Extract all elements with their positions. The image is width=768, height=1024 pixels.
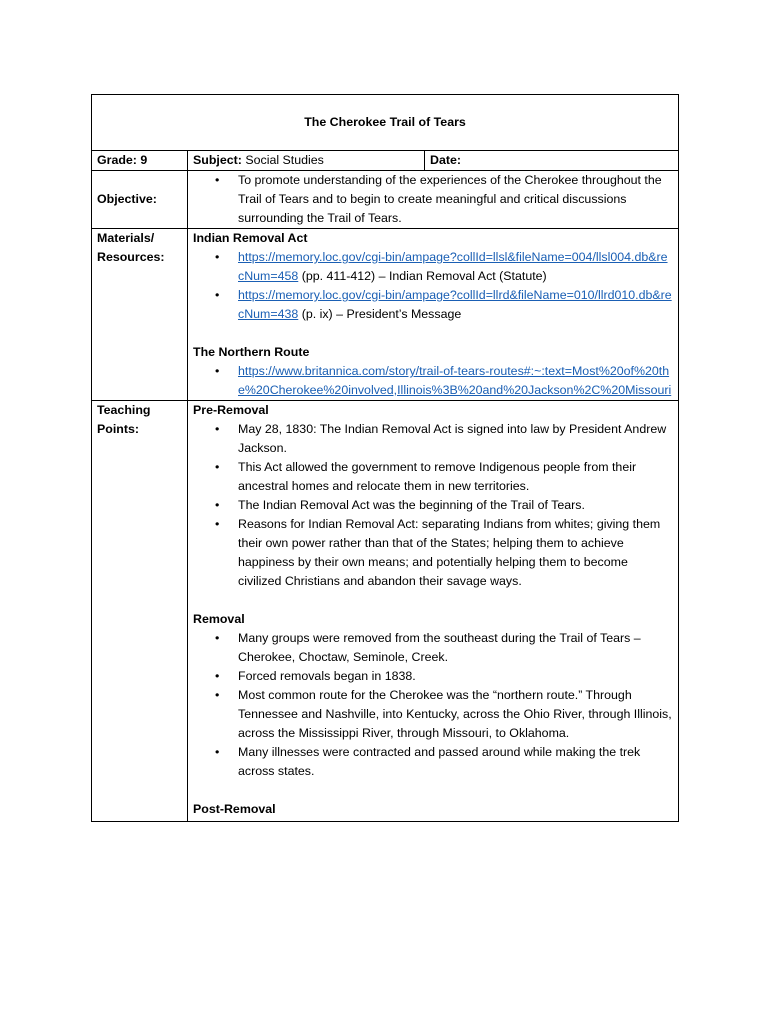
objective-item: • To promote understanding of the experiences of the Cherokee throughout the Trail of Tears and to begin to create meaningful and critical discussions surrounding the Trail of Tears. xyxy=(238,171,673,228)
materials-label-line1: Materials/ xyxy=(97,231,155,245)
removal-list xyxy=(193,629,673,781)
removal-heading: Removal xyxy=(193,612,245,626)
grade-label: Grade: xyxy=(97,153,137,167)
resource-item xyxy=(238,286,673,324)
lesson-plan xyxy=(91,94,678,822)
resource-link-statute[interactable]: https://memory.loc.gov/cgi-bin/ampage?collId=llsl&fileName=004/llsl004.db&recNum=458 xyxy=(238,250,668,283)
materials-label-cell xyxy=(92,229,188,401)
list-item: • May 28, 1830: The Indian Removal Act is signed into law by President Andrew Jackson. xyxy=(238,420,673,458)
resource-link-presidents-message[interactable]: https://memory.loc.gov/cgi-bin/ampage?collId=llrd&fileName=010/llrd010.db&recNum=438 xyxy=(238,288,672,321)
materials-section-heading-northern-route: The Northern Route xyxy=(193,345,310,359)
list-item: • This Act allowed the government to remove Indigenous people from their ancestral homes and relocate them in new territories. xyxy=(238,458,673,496)
grade-value: 9 xyxy=(140,153,148,167)
teaching-label-line1: Teaching xyxy=(97,403,151,417)
materials-list-indian-removal-act xyxy=(193,248,673,324)
pre-removal-list xyxy=(193,420,673,591)
resource-item xyxy=(238,362,673,400)
pre-removal-heading: Pre-Removal xyxy=(193,403,269,417)
subject-label: Subject: xyxy=(193,153,242,167)
materials-label-line2: Resources: xyxy=(97,250,165,264)
resource-item xyxy=(238,248,673,286)
resource-desc-presidents-message: (p. ix) – President’s Message xyxy=(298,307,462,321)
list-item: • Forced removals began in 1838. xyxy=(238,667,673,686)
teaching-label-cell xyxy=(92,401,188,822)
header-row xyxy=(92,151,679,171)
list-item: • Many groups were removed from the southeast during the Trail of Tears – Cherokee, Choctaw, Seminole, Creek. xyxy=(238,629,673,667)
title-row xyxy=(92,95,679,151)
list-item: • Many illnesses were contracted and passed around while making the trek across states. xyxy=(238,743,673,781)
materials-row xyxy=(92,229,679,401)
resource-desc-statute: (pp. 411-412) – Indian Removal Act (Statute) xyxy=(298,269,547,283)
materials-list-northern-route xyxy=(193,362,673,400)
objective-content xyxy=(188,171,679,229)
date-cell xyxy=(425,151,679,171)
teaching-content xyxy=(188,401,679,822)
date-label: Date: xyxy=(430,153,461,167)
teaching-label-line2: Points: xyxy=(97,422,139,436)
teaching-row xyxy=(92,401,679,822)
subject-value: Social Studies xyxy=(245,153,324,167)
objective-row xyxy=(92,171,679,229)
list-item: • The Indian Removal Act was the beginning of the Trail of Tears. xyxy=(238,496,673,515)
objective-label: Objective: xyxy=(97,192,157,206)
objective-list xyxy=(193,171,673,228)
list-item: • Reasons for Indian Removal Act: separating Indians from whites; giving them their own power rather than that of the States; helping them to achieve happiness by their own means; and potentially helping them to become civilized Christians and abandon their savage ways. xyxy=(238,515,673,591)
page-title: The Cherokee Trail of Tears xyxy=(92,95,679,151)
objective-label-cell xyxy=(92,171,188,229)
post-removal-heading: Post-Removal xyxy=(193,802,276,816)
materials-content xyxy=(188,229,679,401)
materials-section-heading-indian-removal-act: Indian Removal Act xyxy=(193,231,308,245)
grade-cell xyxy=(92,151,188,171)
lesson-plan-table xyxy=(91,94,679,822)
resource-link-britannica[interactable]: https://www.britannica.com/story/trail-of-tears-routes#:~:text=Most%20of%20the%20Cherokee%20involved,Illinois%3B%20and%20Jackson%2C%20Missouri xyxy=(238,364,672,397)
subject-cell xyxy=(188,151,425,171)
list-item: • Most common route for the Cherokee was the “northern route.” Through Tennessee and Nashville, into Kentucky, across the Ohio River, through Illinois, across the Mississippi River, through Missouri, to Oklahoma. xyxy=(238,686,673,743)
